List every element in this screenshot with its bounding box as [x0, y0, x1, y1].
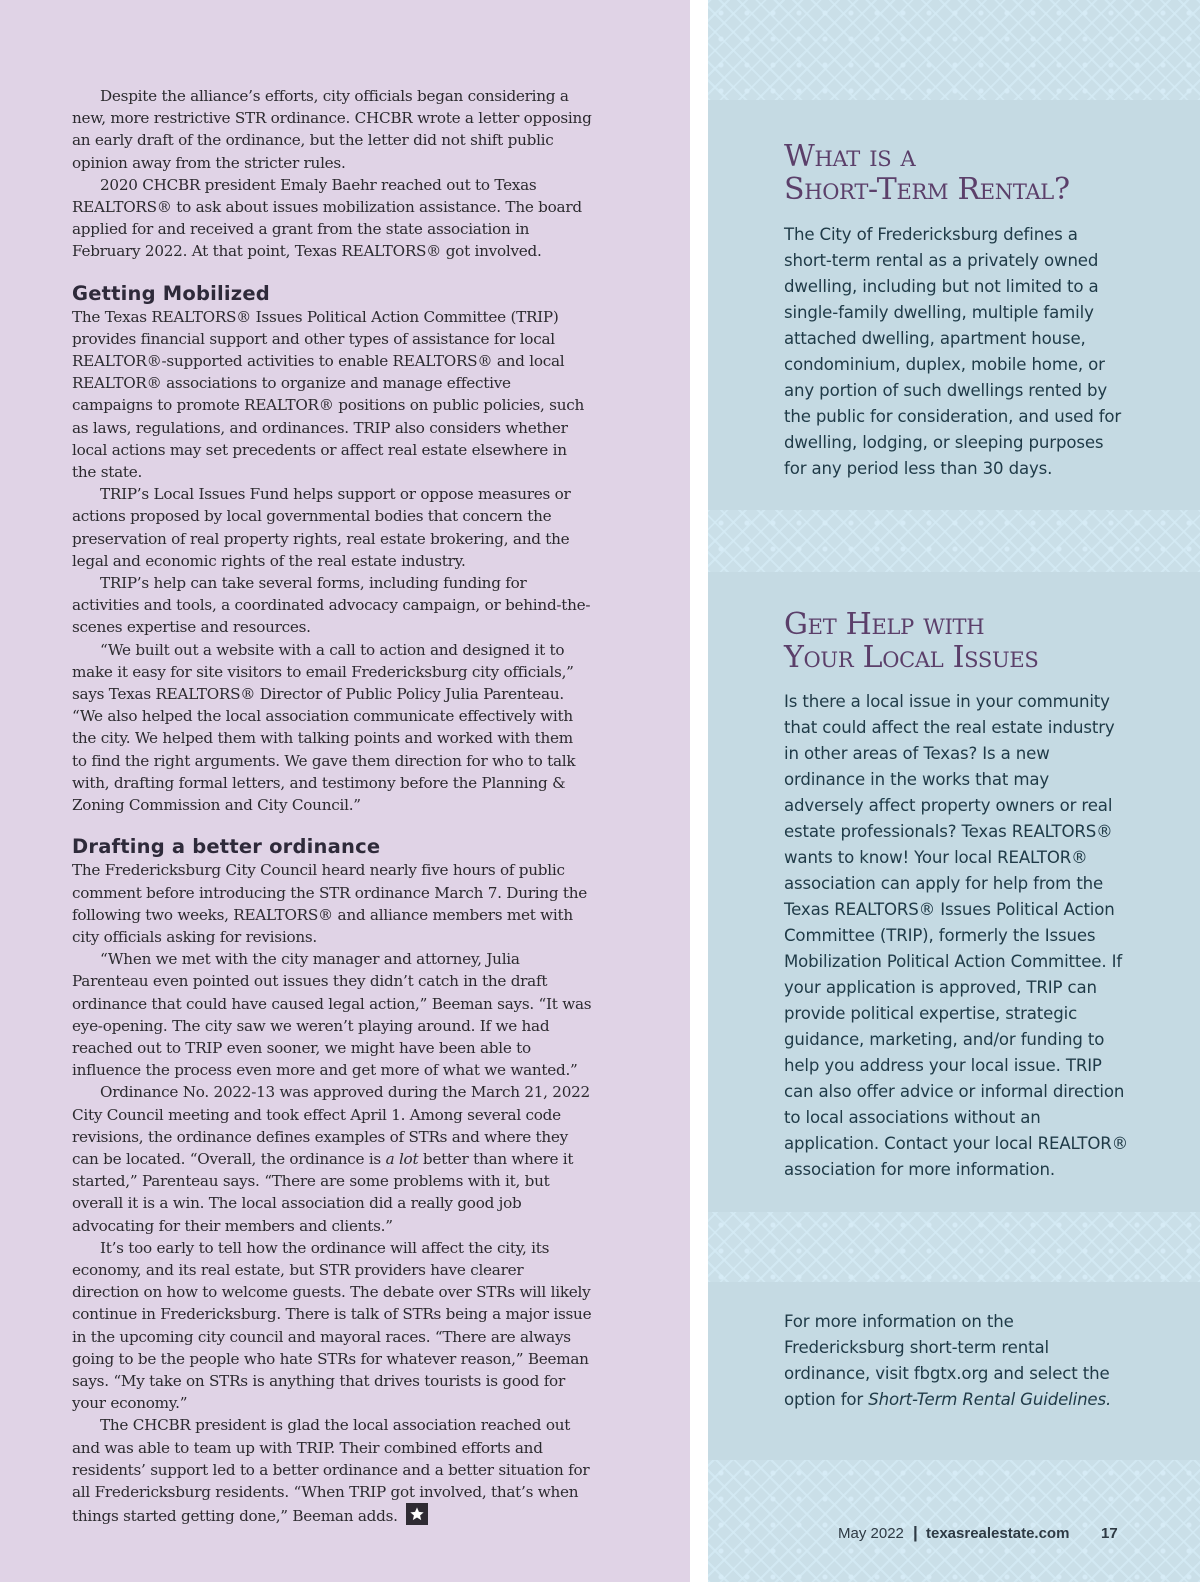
emphasis: Short-Term Rental Guidelines. — [868, 1390, 1112, 1409]
text-run: For more information on the Fredericksburg short-term rental ordinance, visit fbgtx.org and select the option for — [784, 1312, 1110, 1409]
paragraph: TRIP’s Local Issues Fund helps support or oppose measures or actions proposed by local governmental bodies that concern the preservation of real property rights, real estate brokering, and the legal and economic rights of the real estate industry. — [72, 485, 571, 570]
sidebar-box-str — [708, 100, 1200, 510]
box-title — [784, 140, 1184, 206]
website-link[interactable]: texasrealestate.com — [926, 1525, 1070, 1542]
text-run: The CHCBR president is glad the local association reached out and was able to team up with TRIP. Their combined efforts and residents’ support led to a better ordinance and a better situation for all Fredericksburg residents. “When TRIP got involved, that’s when things started getting done,” Beeman adds. — [72, 1416, 590, 1526]
section-heading: Drafting a better ordinance — [72, 835, 381, 859]
paragraph: 2020 CHCBR president Emaly Baehr reached out to Texas REALTORS® to ask about issues mobilization assistance. The board applied for and received a grant from the state association in February 2022. At that point, Texas REALTORS® got involved. — [72, 175, 582, 261]
title-line: Short-Term Rental? — [784, 172, 1070, 207]
paragraph: Despite the alliance’s efforts, city officials began considering a new, more restrictive STR ordinance. CHCBR wrote a letter opposing an early draft of the ordinance, but the letter did not shift public opinion away from the stricter rules. — [72, 87, 592, 172]
box-title — [784, 608, 1184, 674]
text-run: Ordinance No. 2022-13 was approved during the March 21, 2022 City Council meeting and took effect April 1. Among several code revisions, the ordinance defines examples of STRs and where they can be located. “Overall, the ordinance is — [72, 1083, 590, 1168]
title-line: Your Local Issues — [784, 640, 1039, 675]
box-body: The City of Fredericksburg defines a short-term rental as a privately owned dwelling, including but not limited to a single-family dwelling, multiple family attached dwelling, apartment house, condominium, duplex, mobile home, or any portion of such dwellings rented by the public for consideration, and used for dwelling, lodging, or sleeping purposes for any period less than 30 days. — [784, 225, 1122, 478]
sidebar-box-help — [708, 572, 1200, 1212]
footer-separator: | — [913, 1523, 918, 1542]
title-line: What is a — [784, 139, 916, 174]
issue-date: May 2022 — [838, 1525, 904, 1542]
decorative-pattern-band — [708, 1212, 1200, 1282]
page-number: 17 — [1101, 1525, 1118, 1542]
decorative-pattern-band — [708, 510, 1200, 572]
paragraph — [72, 1081, 592, 1236]
text-run: better than where it started,” Parenteau says. “There are some problems with it, but overall it is a win. The local association did a really good job advocating for their members and clients.” — [72, 1149, 574, 1235]
paragraph: “We built out a website with a call to action and designed it to make it easy for site visitors to email Fredericksburg city officials,” says Texas REALTORS® Director of Public Policy Julia Parenteau. “We also helped the local association communicate effectively with the city. We helped them with talking points and worked with them to find the right arguments. We gave them direction for who to talk with, drafting formal letters, and testimony before the Planning & Zoning Commission and City Council.” — [72, 640, 576, 815]
paragraph: It’s too early to tell how the ordinance will affect the city, its economy, and its real estate, but STR providers have clearer direction on how to welcome guests. The debate over STRs will likely continue in Fredericksburg. There is talk of STRs being a major issue in the upcoming city council and mayoral races. “There are always going to be the people who hate STRs for whatever reason,” Beeman says. “My take on STRs is anything that drives tourists is good for your economy.” — [72, 1238, 592, 1413]
sidebar-column — [708, 0, 1200, 1582]
paragraph: The Texas REALTORS® Issues Political Action Committee (TRIP) provides financial support and other types of assistance for local REALTOR®-supported activities to enable REALTORS® and local REALTOR® associations to organize and manage effective campaigns to promote REALTOR® positions on public policies, such as laws, regulations, and ordinances. TRIP also considers whether local actions may set precedents or affect real estate elsewhere in the state. — [72, 307, 585, 482]
article-body — [72, 85, 592, 1527]
star-icon — [406, 1503, 428, 1525]
box-body: Is there a local issue in your community that could affect the real estate industry in other areas of Texas? Is a new ordinance in the works that may adversely affect property owners or real estate professionals? Texas REALTORS® wants to know! Your local REALTOR® association can apply for help from the Texas REALTORS® Issues Political Action Committee (TRIP), formerly the Issues Mobilization Political Action Committee. If your application is approved, TRIP can provide political expertise, strategic guidance, marketing, and/or funding to help you address your local issue. TRIP can also offer advice or informal direction to local associations without an application. Contact your local REALTOR® association for more information. — [784, 692, 1129, 1179]
sidebar-box-more-info — [708, 1282, 1200, 1460]
column-gutter — [690, 0, 708, 1582]
emphasis: a lot — [385, 1149, 419, 1168]
paragraph: TRIP’s help can take several forms, including funding for activities and tools, a coordinated advocacy campaign, or behind-the-scenes expertise and resources. — [72, 574, 591, 637]
paragraph — [72, 1414, 592, 1527]
section-heading: Getting Mobilized — [72, 281, 270, 305]
title-line: Get Help with — [784, 607, 985, 642]
page-footer — [708, 1516, 1200, 1556]
decorative-pattern-band — [708, 0, 1200, 100]
box-body — [784, 1309, 1129, 1413]
paragraph: The Fredericksburg City Council heard nearly five hours of public comment before introducing the STR ordinance March 7. During the following two weeks, REALTORS® and alliance members met with city officials asking for revisions. — [72, 861, 588, 946]
paragraph: “When we met with the city manager and attorney, Julia Parenteau even pointed out issues they didn’t catch in the draft ordinance that could have caused legal action,” Beeman says. “It was eye-opening. The city saw we weren’t playing around. If we had reached out to TRIP even sooner, we might have been able to influence the process even more and get more of what we wanted.” — [72, 950, 592, 1080]
